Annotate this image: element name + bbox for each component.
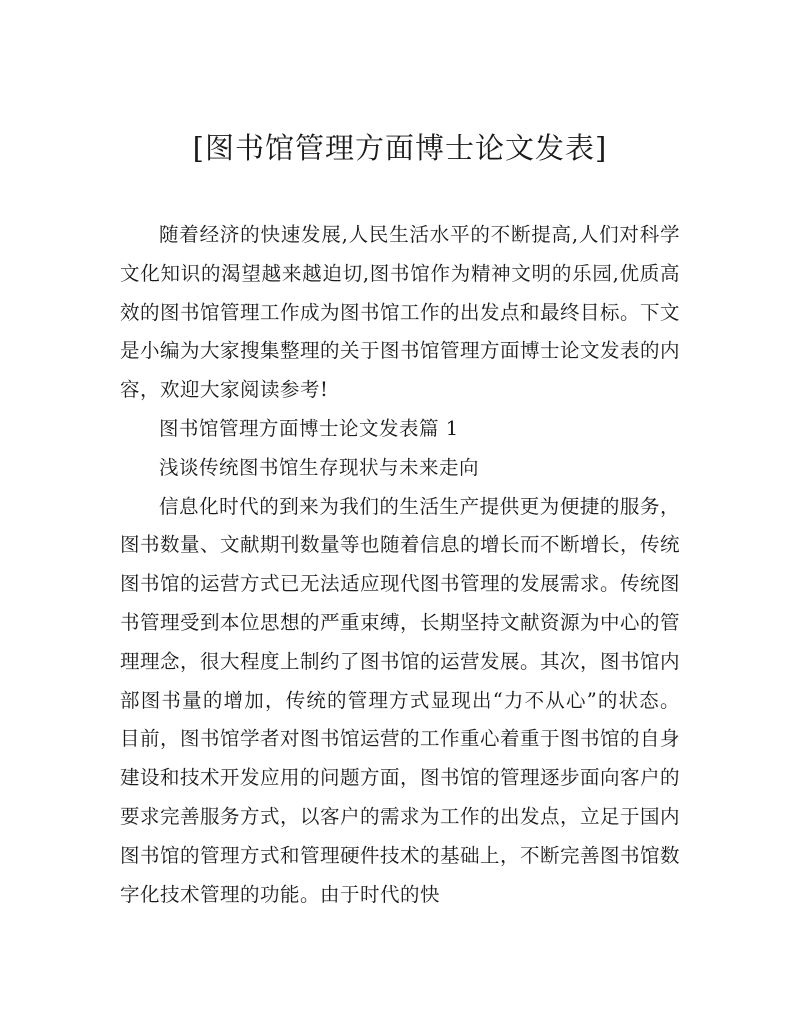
article-title: 浅谈传统图书馆生存现状与未来走向 (159, 455, 480, 479)
intro-paragraph: 随着经济的快速发展,人民生活水平的不断提高,人们对科学文化知识的渴望越来越迫切,图书馆作为精神文明的乐园,优质高效的图书馆管理工作成为图书馆工作的出发点和最终目标。下文是小编为大家搜集整理的关于图书馆管理方面博士论文发表的内容，欢迎大家阅读参考! (120, 223, 681, 402)
body-paragraph: 信息化时代的到来为我们的生活生产提供更为便捷的服务，图书数量、文献期刊数量等也随着信息的增长而不断增长，传统图书馆的运营方式已无法适应现代图书管理的发展需求。传统图书管理受到本位思想的严重束缚，长期坚持文献资源为中心的管理理念，很大程度上制约了图书馆的运营发展。其次，图书馆内部图书量的增加，传统的管理方式显现出“力不从心”的状态。目前，图书馆学者对图书馆运营的工作重心着重于图书馆的自身建设和技术开发应用的问题方面，图书馆的管理逐步面向客户的要求完善服务方式，以客户的需求为工作的出发点，立足于国内图书馆的管理方式和管理硬件技术的基础上，不断完善图书馆数字化技术管理的功能。由于时代的快 (120, 494, 681, 906)
document-body (120, 216, 680, 914)
section-heading: 图书馆管理方面博士论文发表篇 1 (159, 416, 459, 440)
document-title: [图书馆管理方面博士论文发表] (192, 131, 608, 165)
